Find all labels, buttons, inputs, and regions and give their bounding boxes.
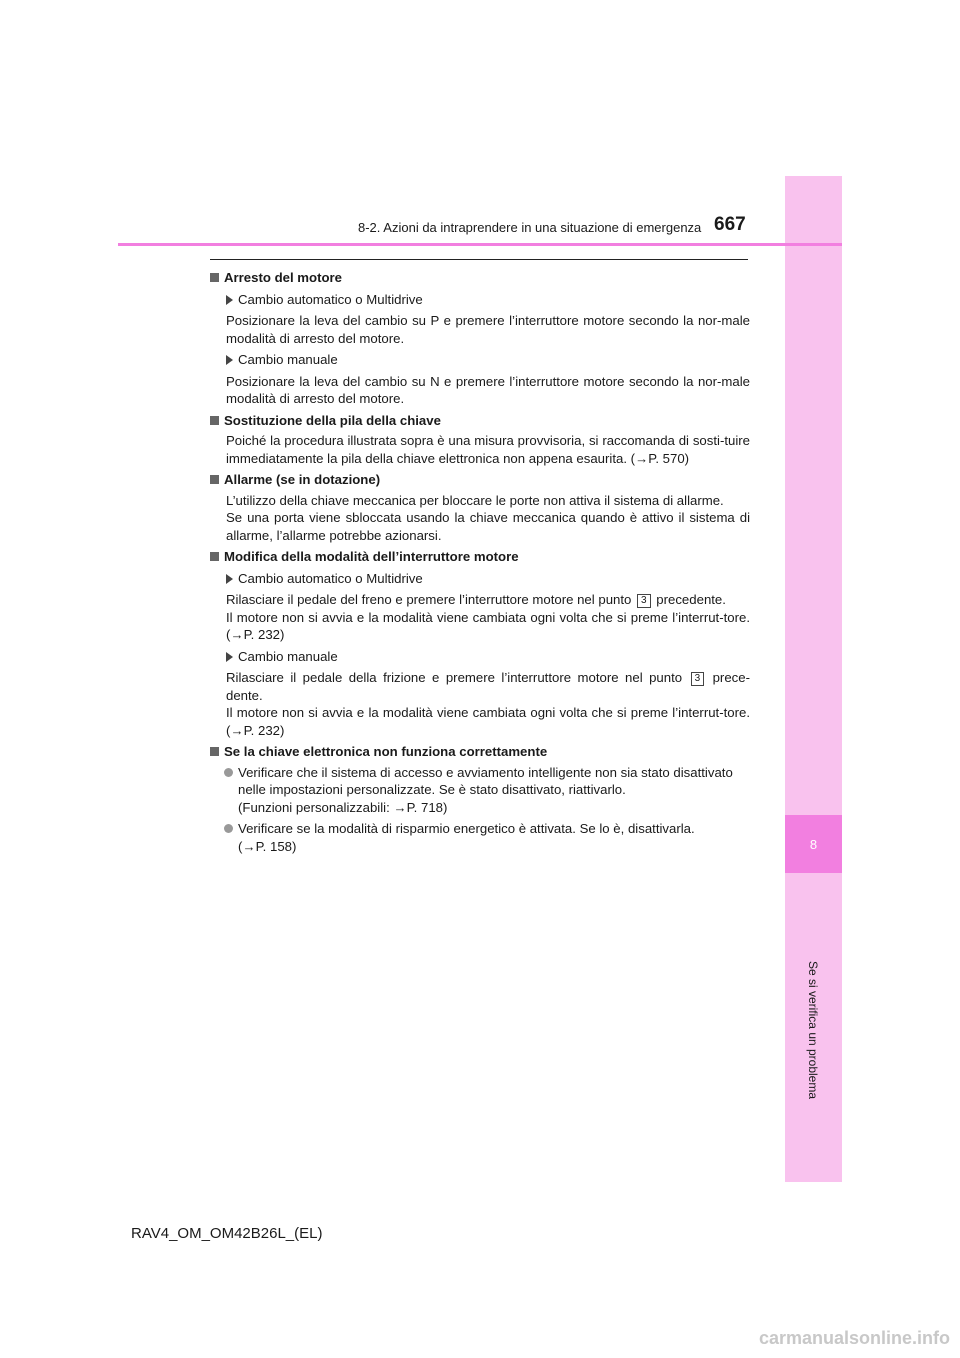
square-bullet-icon (210, 475, 219, 484)
heading: Allarme (se in dotazione) (210, 471, 750, 489)
section-title: 8-2. Azioni da intraprendere in una situazione di emergenza (358, 220, 702, 235)
square-bullet-icon (210, 747, 219, 756)
triangle-bullet-icon (226, 574, 233, 584)
bullet-item: Verificare che il sistema di accesso e avviamento intelligente non sia stato disattivato nelle impostazioni personalizzate. Se è stato disattivato, riattivarlo. (210, 764, 750, 799)
paragraph: Posizionare la leva del cambio su P e premere l’interruttore motore secondo la nor-male modalità di arresto del motore. (226, 313, 750, 346)
triangle-bullet-icon (226, 295, 233, 305)
subheading: Cambio automatico o Multidrive (210, 570, 750, 588)
circle-bullet-icon (224, 824, 233, 833)
content (210, 265, 750, 859)
bullet-item: Verificare se la modalità di risparmio energetico è attivata. Se lo è, disattivarla. (210, 820, 750, 838)
step-number-box: 3 (691, 672, 705, 686)
square-bullet-icon (210, 273, 219, 282)
triangle-bullet-icon (226, 355, 233, 365)
page-number: 667 (714, 214, 746, 235)
side-tab-number: 8 (785, 815, 842, 873)
subheading: Cambio manuale (210, 648, 750, 666)
document-code: RAV4_OM_OM42B26L_(EL) (131, 1225, 323, 1242)
side-tab-label: Se si verifica un problema (806, 960, 820, 1100)
header-rule (118, 243, 842, 246)
content-rule (210, 259, 748, 260)
paragraph: Poiché la procedura illustrata sopra è una misura provvisoria, si raccomanda di sosti-tuire immediatamente la pila della chiave elettronica non appena esaurita. (→P. 570) (226, 433, 750, 466)
triangle-bullet-icon (226, 652, 233, 662)
heading: Se la chiave elettronica non funziona correttamente (210, 743, 750, 761)
paragraph: Il motore non si avvia e la modalità viene cambiata ogni volta che si preme l’interrut-tore. (→P. 232) (226, 705, 750, 738)
bullet-item-continued: (Funzioni personalizzabili: →P. 718) (238, 799, 448, 815)
subheading: Cambio automatico o Multidrive (210, 291, 750, 309)
paragraph: Se una porta viene sbloccata usando la chiave meccanica quando è attivo il sistema di allarme, l’allarme potrebbe azionarsi. (226, 510, 750, 543)
watermark: carmanualsonline.info (758, 1328, 950, 1348)
square-bullet-icon (210, 416, 219, 425)
heading: Sostituzione della pila della chiave (210, 412, 750, 430)
paragraph: Rilasciare il pedale del freno e premere l’interruttore motore nel punto 3 precedente. (226, 592, 726, 607)
circle-bullet-icon (224, 768, 233, 777)
square-bullet-icon (210, 552, 219, 561)
paragraph: Rilasciare il pedale della frizione e premere l’interruttore motore nel punto 3 prece-dente. (226, 670, 750, 703)
paragraph: L’utilizzo della chiave meccanica per bloccare le porte non attiva il sistema di allarme. (226, 492, 724, 508)
bullet-item-continued: (→P. 158) (238, 838, 297, 854)
paragraph: Il motore non si avvia e la modalità viene cambiata ogni volta che si preme l’interrut-tore. (→P. 232) (226, 609, 750, 642)
heading: Modifica della modalità dell’interruttore motore (210, 548, 750, 566)
step-number-box: 3 (637, 594, 651, 608)
subheading: Cambio manuale (210, 351, 750, 369)
heading: Arresto del motore (210, 269, 750, 287)
paragraph: Posizionare la leva del cambio su N e premere l’interruttore motore secondo la nor-male modalità di arresto del motore. (226, 373, 750, 406)
